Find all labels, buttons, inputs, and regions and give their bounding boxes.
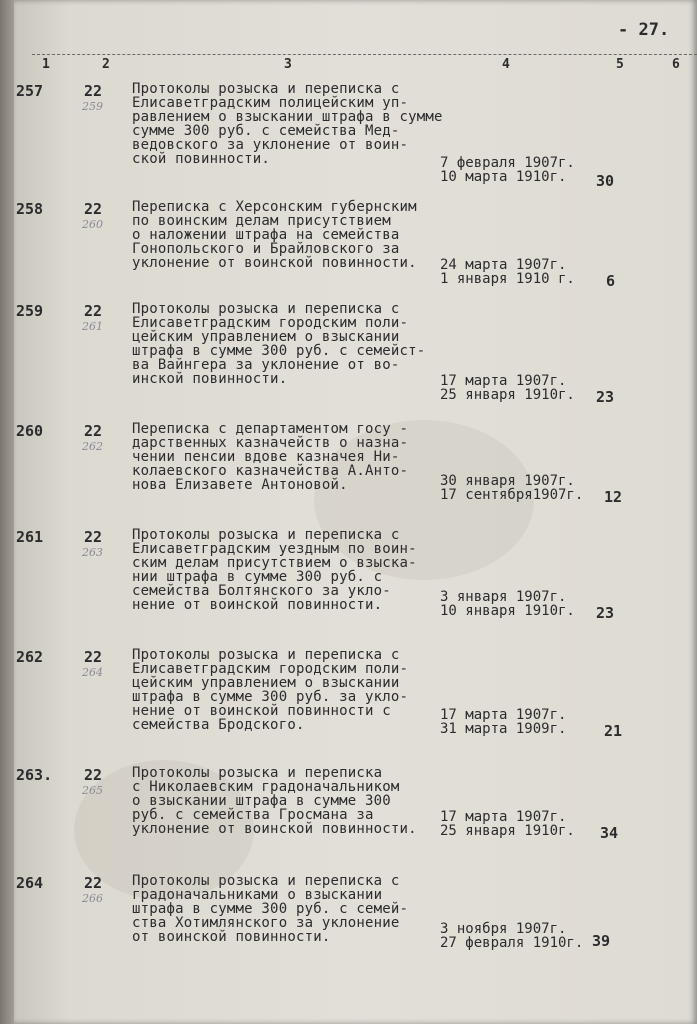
fond-number: 22 <box>84 82 103 100</box>
description-line: Переписка с Херсонским губернским <box>132 199 417 215</box>
column-header: 2 <box>102 57 110 72</box>
description-line: уклонение от воинской повинности. <box>132 821 417 837</box>
sheet-number: 261 <box>82 320 103 333</box>
entry-number: 261 <box>16 528 44 546</box>
description-line: колаевского казначейства А.Анто- <box>132 463 409 479</box>
sheet-count: 39 <box>592 932 611 950</box>
date-start: 3 ноября 1907г. <box>440 921 567 937</box>
column-header: 5 <box>616 57 624 72</box>
sheet-number: 266 <box>82 892 103 905</box>
description-line: штрафа в сумме 300 руб. с семейст- <box>132 343 426 359</box>
description-line: Протоколы розыска и переписка с <box>132 647 400 663</box>
entry-number: 259 <box>16 302 44 320</box>
entry-dates <box>440 374 575 402</box>
description-line: штрафа в сумме 300 руб. за укло- <box>132 689 409 705</box>
sheet-count: 34 <box>600 824 619 842</box>
description-line: с Николаевским градоначальником <box>132 779 400 795</box>
description-line: цейским управлением о взыскании <box>132 675 400 691</box>
sheet-number: 262 <box>82 440 103 453</box>
sheet-count: 23 <box>596 388 615 406</box>
description-line: нение от воинской повинности. <box>132 597 383 613</box>
entry-description <box>132 82 452 166</box>
description-line: цейским управлением о взыскании <box>132 329 400 345</box>
date-start: 24 марта 1907г. <box>440 257 567 273</box>
column-header: 1 <box>42 57 50 72</box>
description-line: ведовского за уклонение от воин- <box>132 137 409 153</box>
sheet-number: 264 <box>82 666 103 679</box>
description-line: ской повинности. <box>132 151 271 167</box>
entry-number: 260 <box>16 422 44 440</box>
date-start: 17 марта 1907г. <box>440 373 567 389</box>
fond-number: 22 <box>84 528 103 546</box>
entry-description <box>132 422 452 492</box>
description-line: ва Вайнгера за уклонение от во- <box>132 357 400 373</box>
column-header: 6 <box>672 57 680 72</box>
description-line: дарственных казначейств о назна- <box>132 435 409 451</box>
date-end: 10 января 1910г. <box>440 603 575 619</box>
date-start: 3 января 1907г. <box>440 589 567 605</box>
description-line: о взыскании штрафа в сумме 300 <box>132 793 391 809</box>
entry-number: 264 <box>16 874 44 892</box>
entry-dates <box>440 922 583 950</box>
entry-dates <box>440 258 575 286</box>
description-line: Протоколы розыска и переписка с <box>132 301 400 317</box>
description-line: руб. с семейства Гросмана за <box>132 807 374 823</box>
description-line: Елисаветградским уездным по воин- <box>132 541 417 557</box>
date-end: 25 января 1910г. <box>440 823 575 839</box>
entry-description <box>132 528 452 612</box>
fond-number: 22 <box>84 200 103 218</box>
date-end: 10 марта 1910г. <box>440 169 567 185</box>
entry-dates <box>440 708 566 736</box>
date-start: 17 марта 1907г. <box>440 707 567 723</box>
description-line: Протоколы розыска и переписка с <box>132 873 400 889</box>
fond-number: 22 <box>84 874 103 892</box>
description-line: нии штрафа в сумме 300 руб. с <box>132 569 383 585</box>
date-end: 1 января 1910 г. <box>440 271 575 287</box>
description-line: Елисаветградским городским поли- <box>132 315 409 331</box>
sheet-count: 6 <box>606 272 616 290</box>
description-line: нение от воинской повинности с <box>132 703 391 719</box>
sheet-number: 259 <box>82 100 103 113</box>
description-line: чении пенсии вдове казначея Ни- <box>132 449 400 465</box>
description-line: о наложении штрафа на семейства <box>132 227 400 243</box>
sheet-number: 265 <box>82 784 103 797</box>
description-line: сумме 300 руб. с семейства Мед- <box>132 123 400 139</box>
column-header: 4 <box>502 57 510 72</box>
column-header: 3 <box>284 57 292 72</box>
description-line: Протоколы розыска и переписка с <box>132 527 400 543</box>
description-line: семейства Бродского. <box>132 717 305 733</box>
column-header-row <box>32 54 697 72</box>
description-line: Протоколы розыска и переписка <box>132 765 383 781</box>
description-line: ским делам присутствием о взыска- <box>132 555 417 571</box>
fond-number: 22 <box>84 422 103 440</box>
sheet-count: 23 <box>596 604 615 622</box>
date-start: 30 января 1907г. <box>440 473 575 489</box>
entry-number: 257 <box>16 82 44 100</box>
description-line: инской повинности. <box>132 371 288 387</box>
entry-description <box>132 874 452 944</box>
date-end: 31 марта 1909г. <box>440 721 567 737</box>
entry-number: 258 <box>16 200 44 218</box>
description-line: равлением о взыскании штрафа в сумме <box>132 109 443 125</box>
entry-dates <box>440 810 575 838</box>
description-line: Гонопольского и Брайловского за <box>132 241 400 257</box>
description-line: Елисаветградским городским поли- <box>132 661 409 677</box>
sheet-count: 12 <box>604 488 623 506</box>
description-line: по воинским делам присутствием <box>132 213 391 229</box>
fond-number: 22 <box>84 302 103 320</box>
description-line: градоначальниками о взыскании <box>132 887 383 903</box>
sheet-count: 30 <box>596 172 615 190</box>
description-line: штрафа в сумме 300 руб. с семей- <box>132 901 409 917</box>
entry-dates <box>440 590 575 618</box>
sheet-count: 21 <box>604 722 623 740</box>
date-start: 7 февраля 1907г. <box>440 155 575 171</box>
entry-number: 263. <box>16 766 53 784</box>
entry-dates <box>440 474 583 502</box>
entry-description <box>132 648 452 732</box>
date-end: 17 сентября1907г. <box>440 487 584 503</box>
date-end: 25 января 1910г. <box>440 387 575 403</box>
page-number: - 27. <box>618 20 670 40</box>
entry-description <box>132 766 452 836</box>
description-line: ства Хотимлянского за уклонение <box>132 915 400 931</box>
sheet-number: 263 <box>82 546 103 559</box>
entry-number: 262 <box>16 648 44 666</box>
description-line: Протоколы розыска и переписка с <box>132 81 400 97</box>
fond-number: 22 <box>84 766 103 784</box>
entry-dates <box>440 156 575 184</box>
document-page <box>14 0 697 1024</box>
description-line: семейства Болтянского за укло- <box>132 583 391 599</box>
date-start: 17 марта 1907г. <box>440 809 567 825</box>
description-line: Елисаветградским полицейским уп- <box>132 95 409 111</box>
description-line: от воинской повинности. <box>132 929 331 945</box>
description-line: нова Елизавете Антоновой. <box>132 477 348 493</box>
fond-number: 22 <box>84 648 103 666</box>
sheet-number: 260 <box>82 218 103 231</box>
description-line: Переписка с департаментом госу - <box>132 421 409 437</box>
date-end: 27 февраля 1910г. <box>440 935 584 951</box>
entry-description <box>132 302 452 386</box>
entry-description <box>132 200 452 270</box>
description-line: уклонение от воинской повинности. <box>132 255 417 271</box>
